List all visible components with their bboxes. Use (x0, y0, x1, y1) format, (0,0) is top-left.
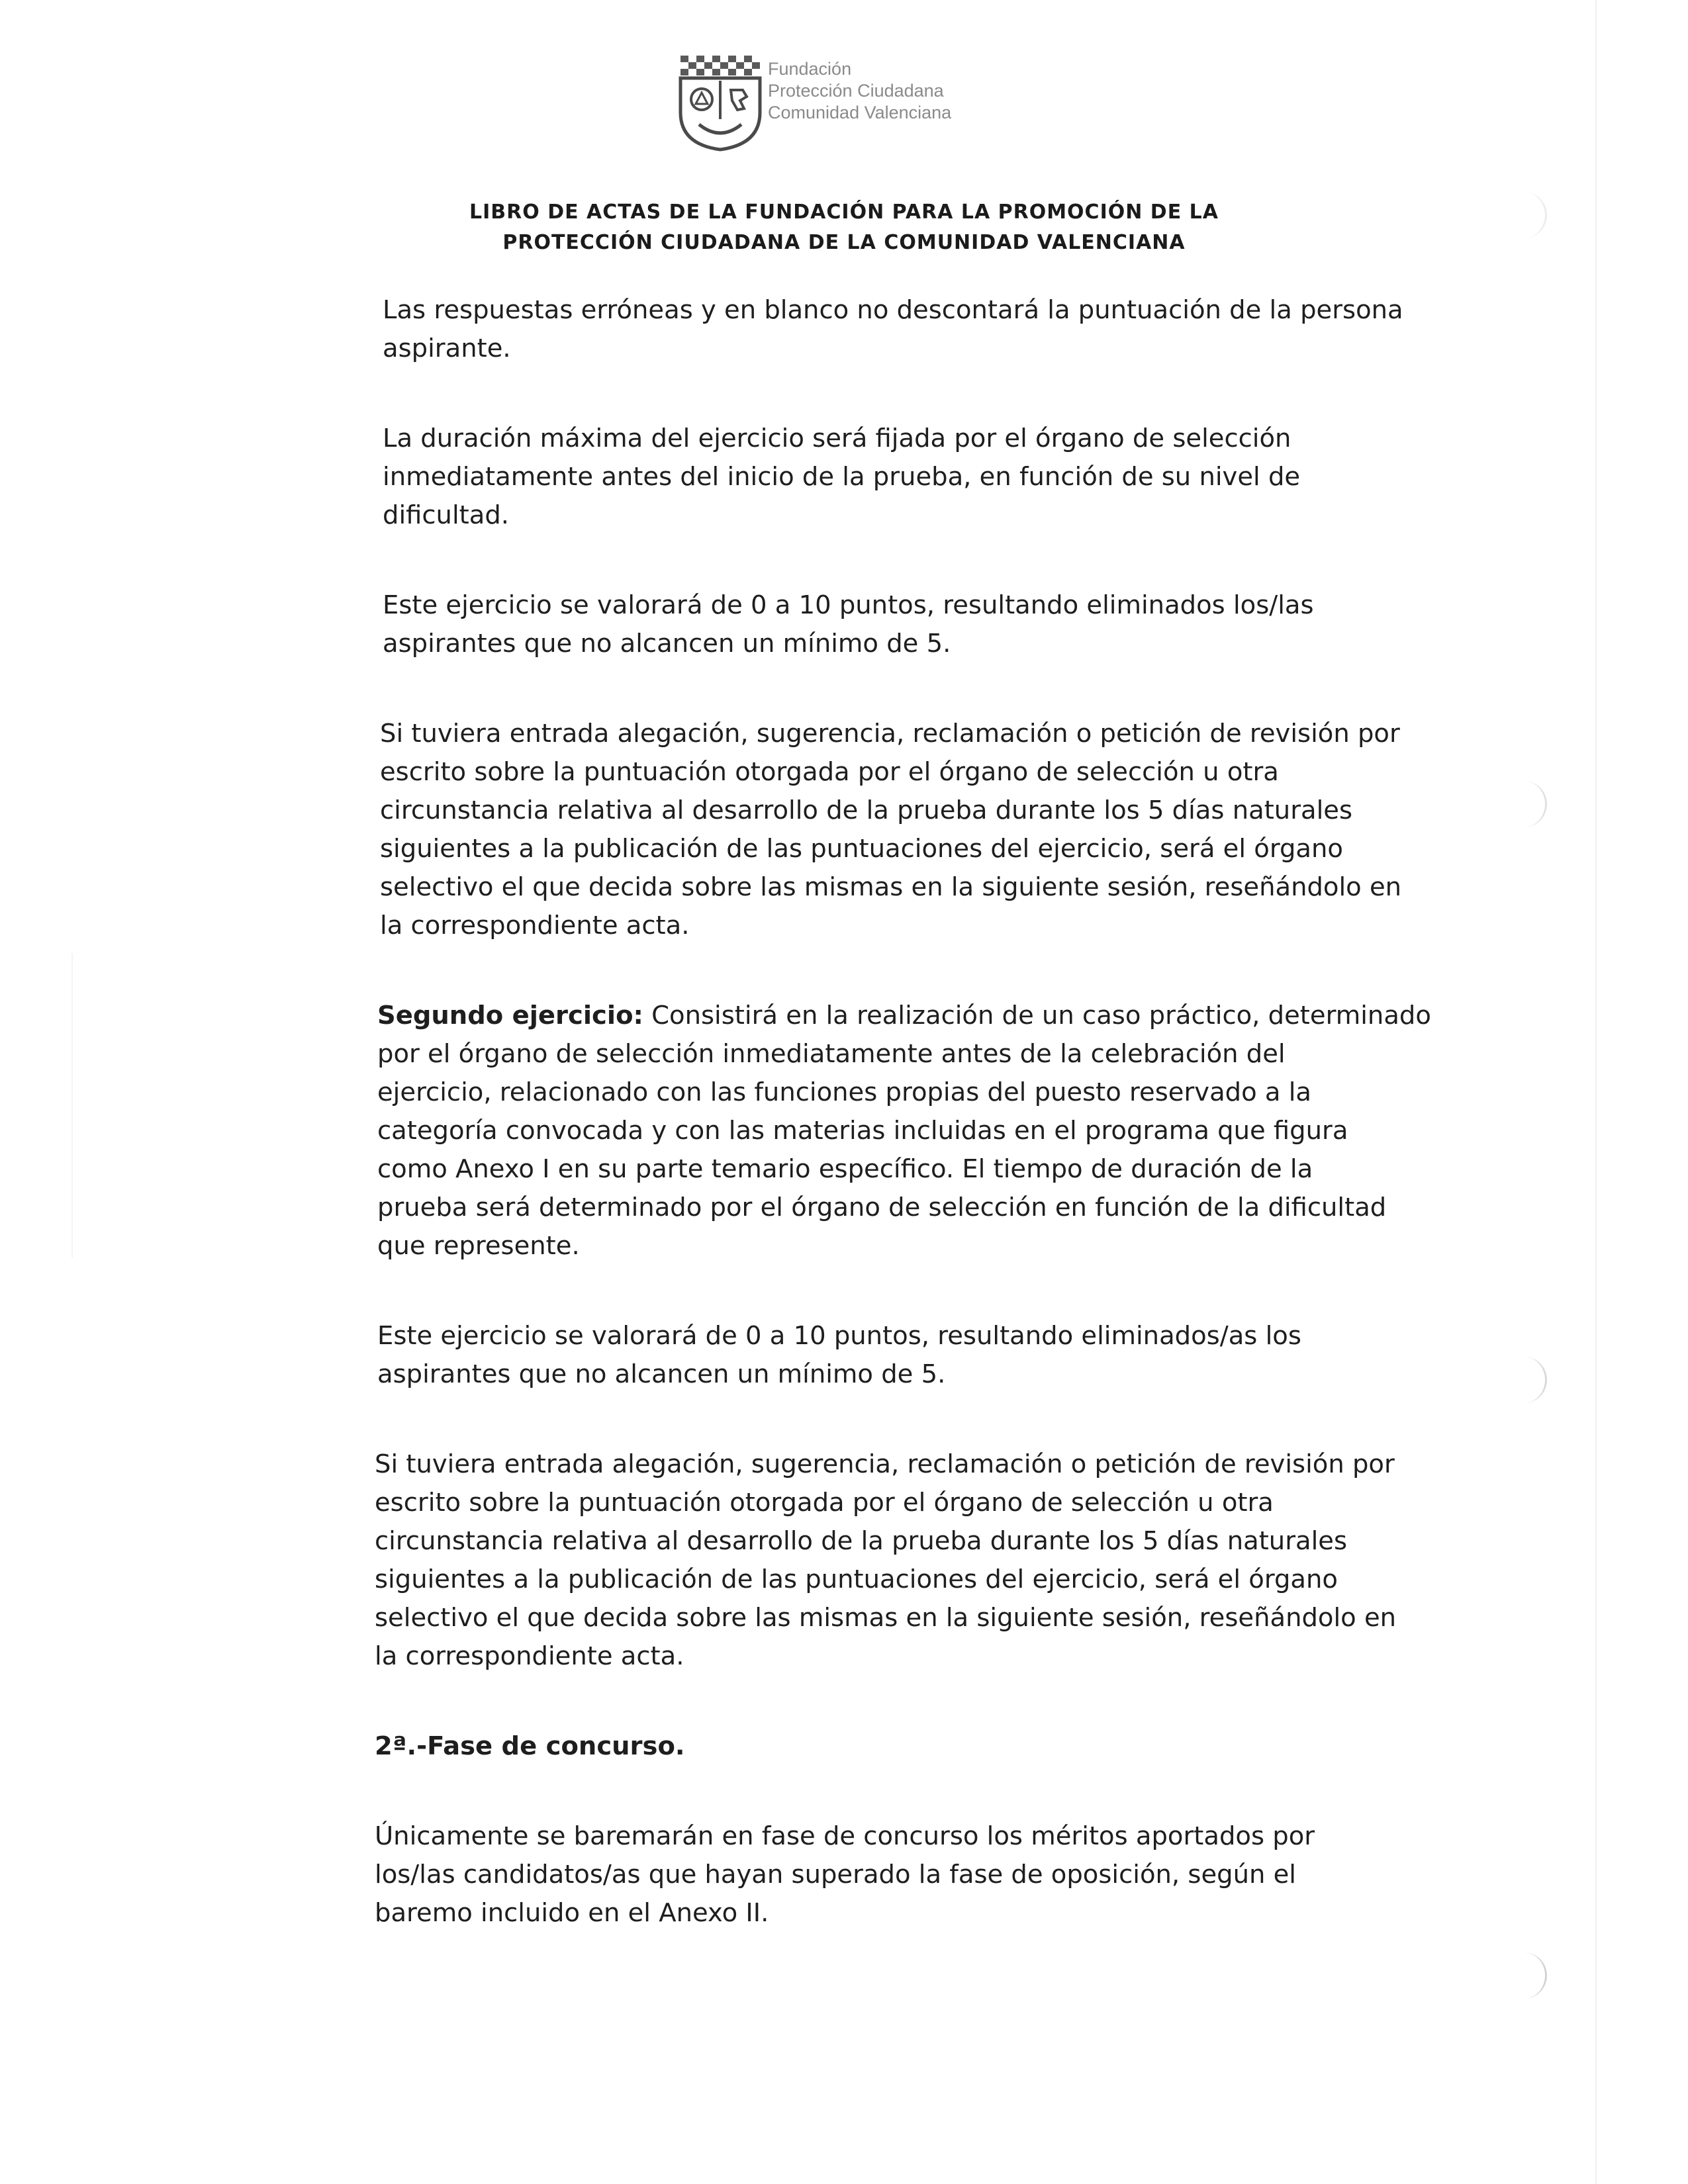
second-exercise-label: Segundo ejercicio: (377, 1001, 643, 1030)
text-line: categoría convocada y con las materias incluidas en el programa que figura (377, 1116, 1348, 1146)
text-line: dificultad. (383, 500, 510, 530)
text-line: Este ejercicio se valorará de 0 a 10 puntos, resultando eliminados/as los (377, 1321, 1301, 1351)
section-heading: 2ª.-Fase de concurso. (375, 1731, 685, 1761)
text-line: baremo incluido en el Anexo II. (375, 1898, 769, 1928)
paragraph-second-exercise (377, 997, 1431, 1265)
document-body (375, 291, 1431, 1984)
text-line: prueba será determinado por el órgano de selección en función de la dificultad (377, 1193, 1387, 1222)
paragraph-merit-phase (375, 1817, 1415, 1933)
scan-edge-line (71, 953, 73, 1257)
paragraph-scoring-second (377, 1317, 1415, 1394)
text-line: escrito sobre la puntuación otorgada por el órgano de selección u otra (375, 1488, 1274, 1518)
text-line: Si tuviera entrada alegación, sugerencia, reclamación o petición de revisión por (380, 719, 1400, 749)
text-line: siguientes a la publicación de las puntuaciones del ejercicio, será el órgano (375, 1565, 1338, 1594)
paragraph-scoring-first (383, 586, 1415, 663)
paragraph-review-first (380, 715, 1415, 945)
logo-line: Fundación (768, 59, 852, 79)
text-line: por el órgano de selección inmediatamente antes de la celebración del (377, 1039, 1286, 1069)
paragraph-wrong-answers (383, 291, 1415, 368)
text-line: escrito sobre la puntuación otorgada por el órgano de selección u otra (380, 757, 1279, 787)
document-title (371, 197, 1317, 258)
logo-line: Comunidad Valenciana (768, 103, 952, 122)
scan-edge-line (1595, 0, 1597, 2184)
text-line: Únicamente se baremarán en fase de concurso los méritos aportados por (375, 1821, 1315, 1851)
text-line: aspirantes que no alcancen un mínimo de 5. (377, 1359, 946, 1389)
text-line: aspirantes que no alcancen un mínimo de 5. (383, 629, 951, 659)
text-line: Si tuviera entrada alegación, sugerencia, reclamación o petición de revisión por (375, 1449, 1395, 1479)
text-line: circunstancia relativa al desarrollo de la prueba durante los 5 días naturales (380, 796, 1353, 825)
title-line: LIBRO DE ACTAS DE LA FUNDACIÓN PARA LA PROMOCIÓN DE LA (469, 201, 1219, 224)
logo-line: Protección Ciudadana (768, 81, 944, 101)
punch-hole-mark (1523, 192, 1547, 238)
text-line: inmediatamente antes del inicio de la prueba, en función de su nivel de (383, 462, 1301, 492)
text-line: ejercicio, relacionado con las funciones propias del puesto reservado a la (377, 1077, 1312, 1107)
punch-hole-mark (1523, 781, 1547, 827)
text-line: Las respuestas erróneas y en blanco no descontará la puntuación de la persona (383, 295, 1403, 325)
punch-hole-mark (1523, 1952, 1547, 1999)
text-line: los/las candidatos/as que hayan superado la fase de oposición, según el (375, 1860, 1296, 1889)
logo-wordmark (768, 58, 951, 124)
foundation-shield-logo-icon (677, 53, 769, 152)
punch-hole-mark (1523, 1357, 1547, 1403)
text-line: Este ejercicio se valorará de 0 a 10 puntos, resultando eliminados los/las (383, 590, 1314, 620)
text-fragment: Consistirá en la realización de un caso práctico, determinado (643, 1001, 1431, 1030)
paragraph-duration (383, 420, 1415, 535)
text-line: selectivo el que decida sobre las mismas en la siguiente sesión, reseñándolo en (375, 1603, 1397, 1633)
paragraph-review-second (375, 1445, 1415, 1676)
text-line (377, 997, 1431, 1035)
title-line: PROTECCIÓN CIUDADANA DE LA COMUNIDAD VALENCIANA (502, 231, 1186, 254)
text-line: selectivo el que decida sobre las mismas en la siguiente sesión, reseñándolo en (380, 872, 1402, 902)
text-line: la correspondiente acta. (375, 1641, 684, 1671)
text-line: La duración máxima del ejercicio será fijada por el órgano de selección (383, 424, 1291, 453)
text-line: circunstancia relativa al desarrollo de la prueba durante los 5 días naturales (375, 1526, 1348, 1556)
text-line: como Anexo I en su parte temario específico. El tiempo de duración de la (377, 1154, 1313, 1184)
text-line: siguientes a la publicación de las puntuaciones del ejercicio, será el órgano (380, 834, 1343, 864)
text-line: aspirante. (383, 334, 511, 363)
text-line: que represente. (377, 1231, 580, 1261)
text-line: la correspondiente acta. (380, 911, 690, 940)
